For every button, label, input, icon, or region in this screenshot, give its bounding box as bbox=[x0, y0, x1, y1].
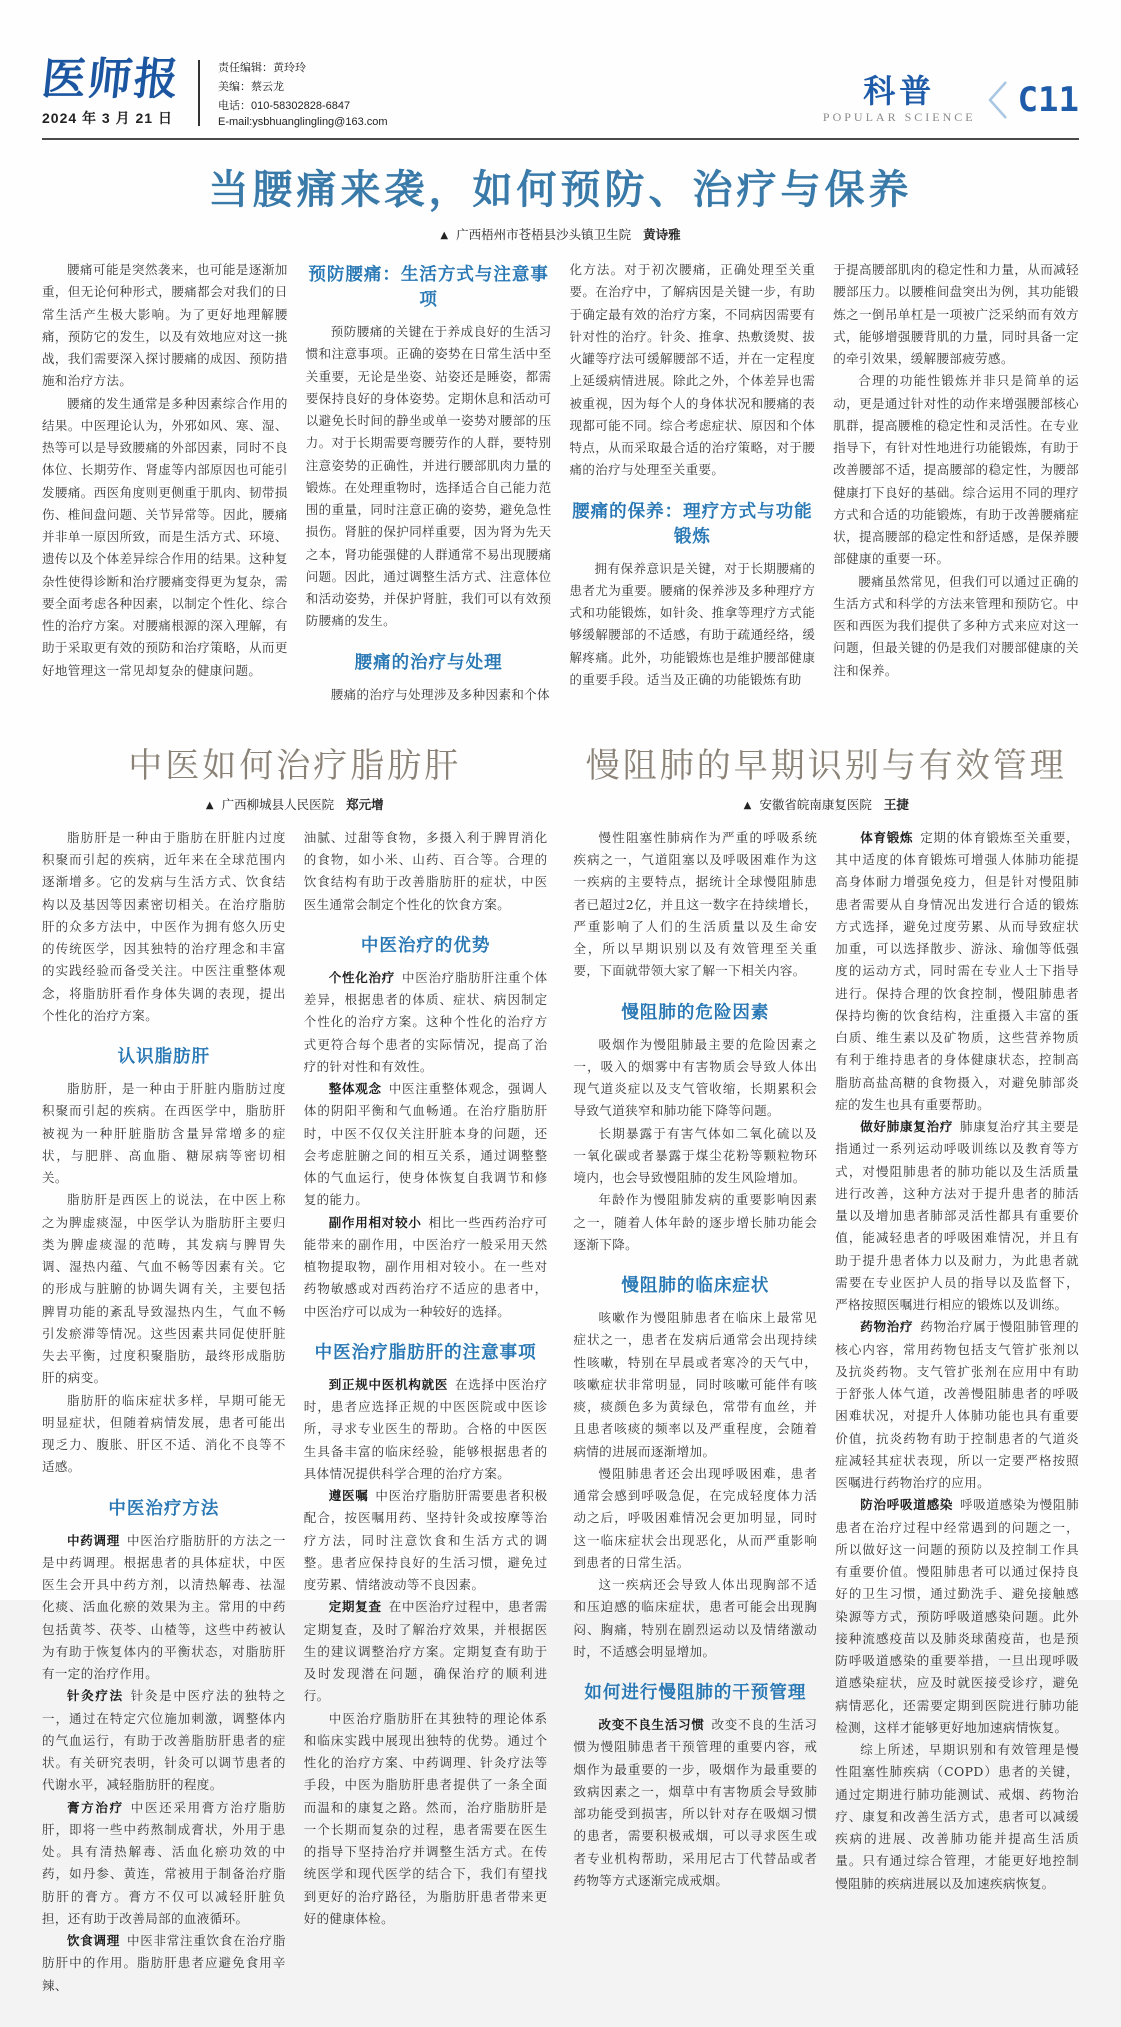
page-tag bbox=[823, 58, 1079, 128]
paragraph-lead: 做好肺康复治疗 bbox=[860, 1119, 954, 1134]
byline-author: 郑元增 bbox=[346, 796, 384, 812]
paragraph-lead: 遵医嘱 bbox=[328, 1488, 369, 1503]
body-paragraph: 拥有保养意识是关键，对于长期腰痛的患者尤为重要。腰痛的保养涉及多种理疗方式和功能锻炼，如针灸、推拿等理疗方式能够缓解腰部的不适感，有助于疏通经络，缓解疼痛。此外，功能锻炼也是维护腰部健康的重要手段。适当及正确的功能锻炼有助 bbox=[569, 560, 816, 687]
body-paragraph: 腰痛的发生通常是多种因素综合作用的结果。中医理论认为，外邪如风、寒、湿、热等可以是导致腰痛的外部因素，同时不良体位、长期劳作、肾虚等内部原因也可能引发腰痛。西医角度则更侧重于肌肉、韧带损伤、椎间盘问题、关节异常等。因此，腰痛并非单一原因所致，而是生活方式、环境、遗传以及个体差异综合作用的结果。这种复杂性使得诊断和治疗腰痛变得更为复杂，需要全面考虑各种因素，以制定个性化、综合性的治疗方案。对腰痛根源的深入理解，有助于采取更有效的预防和治疗策略，从而更好地管理这一常见却复杂的健康问题。 bbox=[42, 395, 288, 678]
paragraph-lead: 饮食调理 bbox=[67, 1933, 121, 1948]
paragraph-lead: 体育锻炼 bbox=[860, 829, 914, 845]
byline-org: 广西柳城县人民医院 bbox=[221, 796, 335, 812]
masthead bbox=[39, 54, 1079, 138]
masthead-divider bbox=[198, 60, 200, 126]
article-byline bbox=[42, 225, 1079, 243]
editor-line: 责任编辑：黄玲玲 bbox=[218, 61, 306, 74]
section-heading: 认识脂肪肝 bbox=[117, 1047, 211, 1067]
byline-org: 安徽省皖南康复医院 bbox=[759, 796, 872, 812]
body-paragraph: 吸烟作为慢阻肺最主要的危险因素之一，吸入的烟雾中有害物质会导致人体出现气道炎症以及支气管收缩，长期累积会导致气道狭窄和肺功能下降等问题。 bbox=[573, 1036, 818, 1119]
body-paragraph: 中医治疗脂肪肝在其独特的理论体系和临床实践中展现出独特的优势。通过个性化的治疗方案、中药调理、针灸疗法等手段，中医为脂肪肝患者提供了一条全面而温和的康复之路。然而，治疗脂肪肝是一个长期而复杂的过程，患者需要在医生的指导下坚持治疗并调整生活方式。在传统医学和现代医学的结合下，我们有望找到更好的治疗路径，为脂肪肝患者带来更好的健康体检。 bbox=[303, 1710, 548, 1926]
newspaper-logo: 医师报 bbox=[39, 54, 183, 105]
article-title: 慢阻肺的早期识别与有效管理 bbox=[585, 745, 1067, 786]
body-paragraph: 咳嗽作为慢阻肺患者在临床上最常见症状之一，患者在发病后通常会出现持续性咳嗽，特别在早晨或者寒冷的天气中，咳嗽症状非常明显，同时咳嗽可能伴有咳痰，痰颜色多为黄绿色，常带有血丝，并且患者咳痰的频率以及严重程度，会随着病情的进展而逐渐增加。 bbox=[573, 1310, 818, 1459]
body-paragraph: 脂肪肝的临床症状多样，早期可能无明显症状，但随着病情发展，患者可能出现乏力、腹胀、肝区不适、消化不良等不适感。 bbox=[42, 1392, 286, 1475]
paragraph-lead: 膏方治疗 bbox=[67, 1799, 124, 1815]
text-column bbox=[304, 827, 548, 1930]
paragraph-lead: 副作用相对较小 bbox=[328, 1214, 422, 1230]
paragraph-lead: 到正规中医机构就医 bbox=[328, 1376, 449, 1392]
body-paragraph: 综上所述，早期识别和有效管理是慢性阻塞性肺疾病（COPD）患者的关键，通过定期进行肺功能测试、戒烟、药物治疗、康复和改善生活方式，患者可以减缓疾病的进展、改善肺功能并提高生活质量。只有通过综合管理，才能更好地控制慢阻肺的疾病进展以及加速疾病恢复。 bbox=[835, 1742, 1079, 1891]
byline-triangle-icon: ▲ bbox=[205, 799, 214, 811]
article-columns bbox=[42, 827, 548, 1997]
editor-line: E-mail:ysbhuanglingling@163.com bbox=[218, 115, 388, 128]
body-paragraph: 防治呼吸道感染 呼吸道感染为慢阻肺患者在治疗过程中经常遇到的问题之一，所以做好这一问题的预防以及控制工作具有重要价值。慢阻肺患者可以通过保持良好的卫生习惯，通过勤洗手、避免接触感染源等方式，预防呼吸道感染问题。此外接种流感疫苗以及肺炎球菌疫苗，也是预防呼吸道感染的重要举措，一旦出现呼吸道感染症状，应及时就医接受诊疗，避免病情恶化，还需要定期到医院进行肺功能检测，这样才能够更好地加速病情恢复。 bbox=[835, 1497, 1079, 1735]
paragraph-lead: 改变不良生活习惯 bbox=[598, 1717, 705, 1732]
body-paragraph: 腰痛可能是突然袭来，也可能是逐渐加重，但无论何种形式，腰痛都会对我们的日常生活产生极大影响。为了更好地理解腰痛，预防它的发生，以及有效地应对这一挑战，我们需要深入探讨腰痛的成因、预防措施和治疗方法。 bbox=[42, 262, 288, 389]
page-number: C11 bbox=[1017, 80, 1079, 120]
body-paragraph: 腰痛虽然常见，但我们可以通过正确的生活方式和科学的方法来管理和预防它。中医和西医为我们提供了多种方式来应对这一问题，但最关键的仍是我们对腰部健康的关注和保养。 bbox=[833, 573, 1079, 678]
body-paragraph: 脂肪肝是一种由于脂肪在肝脏内过度积聚而引起的疾病，近年来在全球范围内逐渐增多。它的发病与生活方式、饮食结构以及基因等因素密切相关。在治疗脂肪肝的众多方法中，中医作为拥有悠久历史的传统医学，因其独特的治疗理念和丰富的实践经验而备受关注。中医注重整体观念，将脂肪肝看作身体失调的表现，提出个性化的治疗方案。 bbox=[42, 829, 286, 1023]
body-paragraph: 慢阻肺患者还会出现呼吸困难，患者通常会感到呼吸急促，在完成轻度体力活动之后，呼吸困难情况会更加明显，同时这一临床症状会出现恶化，从而严重影响到患者的日常生活。 bbox=[573, 1465, 818, 1570]
body-paragraph: 改变不良生活习惯 改变不良的生活习惯为慢阻肺患者干预管理的重要内容，戒烟作为最重要的一步，吸烟作为最重要的致病因素之一，烟草中有害物质会导致肺部功能受到损害，所以针对存在吸烟习惯的患者，需要积极戒烟，可以寻求医生或者专业机构帮助，采用尼古丁代替品或者药物等方式逐渐完成戒烟。 bbox=[573, 1717, 818, 1888]
chevron-icon bbox=[986, 80, 1008, 120]
text-column bbox=[306, 259, 552, 706]
body-paragraph: 长期暴露于有害气体如二氧化硫以及一氧化碳或者暴露于煤尘花粉等颗粒物环境内，也会导致慢阻肺的发生风险增加。 bbox=[573, 1125, 818, 1185]
body-paragraph: 饮食调理 中医非常注重饮食在治疗脂肪肝中的作用。脂肪肝患者应避免食用辛辣、 bbox=[42, 1933, 286, 1993]
paragraph-lead: 针灸疗法 bbox=[67, 1688, 124, 1704]
body-paragraph: 油腻、过甜等食物，多摄入利于脾胃消化的食物，如小米、山药、百合等。合理的饮食结构有助于改善脂肪肝的症状，中医医生通常会制定个性化的饮食方案。 bbox=[303, 829, 548, 912]
paragraph-lead: 药物治疗 bbox=[860, 1319, 914, 1335]
paragraph-lead: 个性化治疗 bbox=[328, 969, 396, 985]
text-column bbox=[570, 259, 816, 691]
body-paragraph: 膏方治疗 中医还采用膏方治疗脂肪肝，即将一些中药熬制成膏状，外用于患处。具有清热解毒、活血化瘀功效的中药，如丹参、黄连，常被用于制备治疗脂肪肝的膏方。膏方不仅可以减轻肝脏负担，还有助于改善局部的血液循环。 bbox=[42, 1799, 286, 1926]
masthead-rule bbox=[42, 138, 1079, 140]
body-paragraph: 化方法。对于初次腰痛，正确处理至关重要。在治疗中，了解病因是关键一步，有助于确定最有效的治疗方案，不同病因需要有针对性的治疗。针灸、推拿、热敷烫熨、拔火罐等疗法可缓解腰部不适，并在一定程度上延缓病情进展。除此之外，个体差异也需被重视，因为每个人的身体状况和腰痛的表现都可能不同。综合考虑症状、原因和个体特点，从而采取最合适的治疗策略，对于腰痛的治疗与处理至关重要。 bbox=[569, 262, 816, 478]
article-columns bbox=[574, 827, 1080, 1895]
editor-line: 美编：蔡云龙 bbox=[218, 80, 284, 93]
article-title: 中医如何治疗脂肪肝 bbox=[128, 745, 462, 786]
body-paragraph: 中药调理 中医治疗脂肪肝的方法之一是中药调理。根据患者的具体症状，中医医生会开具中药方剂，以清热解毒、祛湿化痰、活血化瘀的效果为主。常用的中药包括黄芩、茯苓、山楂等，这些中药被认为有助于恢复体内的平衡状态，对脂肪肝有一定的治疗作用。 bbox=[42, 1532, 286, 1681]
body-paragraph: 脂肪肝是西医上的说法，在中医上称之为脾虚痰湿，中医学认为脂肪肝主要归类为脾虚痰湿的范畴，其发病与脾胃失调、湿热内蕴、气血不畅等因素有关。它的形成与脏腑的协调失调有关，主要包括脾胃功能的紊乱导致湿热内生，气血不畅引发瘀滞等情况。这些因素共同促使肝脏失去平衡，过度积聚脂肪，最终形成脂肪肝的病变。 bbox=[42, 1192, 286, 1386]
body-paragraph: 年龄作为慢阻肺发病的重要影响因素之一，随着人体年龄的逐步增长肺功能会逐渐下降。 bbox=[573, 1192, 818, 1252]
paragraph-lead: 整体观念 bbox=[328, 1081, 382, 1096]
text-column bbox=[42, 259, 288, 682]
body-paragraph: 到正规中医机构就医 在选择中医治疗时，患者应选择正规的中医医院或中医诊所，寻求专业医生的帮助。合格的中医医生具备丰富的临床经验，能够根据患者的具体情况提供科学合理的治疗方案。 bbox=[303, 1376, 548, 1481]
article-columns bbox=[42, 259, 1079, 706]
body-paragraph: 做好肺康复治疗 肺康复治疗其主要是指通过一系列运动呼吸训练以及教育等方式，对慢阻肺患者的肺功能以及生活质量进行改善，这种方法对于提升患者的肺活量以及增加患者肺部灵活性都具有重要价值，能减轻患者的呼吸困难情况，并且有助于提升患者体力以及耐力，为此患者就需要在专业医护人员的指导以及监督下，严格按照医嘱进行相应的锻炼以及训练。 bbox=[835, 1119, 1079, 1312]
section-heading: 腰痛的保养：理疗方式与功能锻炼 bbox=[572, 501, 813, 547]
editor-info bbox=[218, 58, 388, 128]
section-heading: 腰痛的治疗与处理 bbox=[354, 652, 503, 673]
article-copd bbox=[574, 732, 1080, 1997]
body-paragraph: 体育锻炼 定期的体育锻炼至关重要，其中适度的体育锻炼可增强人体肺功能提高身体耐力增强免疫力，但是针对慢阻肺患者需要从自身情况出发进行合适的锻炼方式选择，避免过度劳累、从而导致症状加重，可以选择散步、游泳、瑜伽等低强度的运动方式，同时需在专业人士下指导进行。保持合理的饮食控制，慢阻肺患者保持均衡的饮食结构，注重摄入丰富的蛋白质、维生素以及矿物质，这些营养物质有利于维持患者的身体健康状态，控制高脂肪高盐高糖的食物摄入，对避免肺部炎症的发生也具有重要帮助。 bbox=[835, 829, 1079, 1112]
body-paragraph: 遵医嘱 中医治疗脂肪肝需要患者积极配合，按医嘱用药、坚持针灸或按摩等治疗方法，同时注意饮食和生活方式的调整。患者应保持良好的生活习惯，避免过度劳累、情绪波动等不良因素。 bbox=[303, 1488, 548, 1592]
article-title: 当腰痛来袭，如何预防、治疗与保养 bbox=[208, 167, 913, 213]
byline-triangle-icon: ▲ bbox=[440, 230, 449, 241]
body-paragraph: 于提高腰部肌肉的稳定性和力量，从而减轻腰部压力。以腰椎间盘突出为例，其功能锻炼之一倒吊单杠是一项被广泛采纳而有效方式，能够增强腰背肌的力量，同时具备一定的牵引效果，缓解腰部疲劳感。 bbox=[833, 262, 1079, 366]
editor-line: 电话：010-58302828-6847 bbox=[218, 99, 351, 112]
article-fatty-liver bbox=[42, 732, 548, 1997]
body-paragraph: 针灸疗法 针灸是中医疗法的独特之一，通过在特定穴位施加刺激，调整体内的气血运行，有助于改善脂肪肝患者的症状。有关研究表明，针灸可以调节患者的代谢水平，减轻脂肪肝的程度。 bbox=[42, 1688, 286, 1793]
text-column bbox=[835, 827, 1079, 1895]
text-column bbox=[833, 259, 1079, 682]
body-paragraph: 副作用相对较小 相比一些西药治疗可能带来的副作用，中医治疗一般采用天然植物提取物，副作用相对较小。在一些对药物敏感或对西药治疗不适应的患者中，中医治疗可以成为一种较好的选择。 bbox=[303, 1214, 548, 1319]
body-paragraph: 个性化治疗 中医治疗脂肪肝注重个体差异，根据患者的体质、症状、病因制定个性化的治疗方案。这种个性化的治疗方式更符合每个患者的实际情况，提高了治疗的针对性和有效性。 bbox=[303, 969, 548, 1074]
paragraph-lead: 定期复查 bbox=[328, 1599, 382, 1615]
body-paragraph: 合理的功能性锻炼并非只是简单的运动，更是通过针对性的动作来增强腰部核心肌群，提高腰椎的稳定性和灵活性。在专业指导下，有针对性地进行功能锻炼，有助于改善腰部不适，提高腰部的稳定性，为腰部健康打下良好的基础。综合运用不同的理疗方式和合适的功能锻炼，有助于改善腰痛症状，提高腰部的稳定性和舒适感，是保养腰部健康的重要一环。 bbox=[833, 373, 1079, 567]
section-name-cn: 科普 bbox=[863, 72, 936, 110]
body-paragraph: 预防腰痛的关键在于养成良好的生活习惯和注意事项。正确的姿势在日常生活中至关重要，无论是坐姿、站姿还是睡姿，都需要保持良好的身体姿势。定期休息和活动可以避免长时间的静坐或单一姿势对腰部的压力。对于长期需要弯腰劳作的人群，要特别注意姿势的正确性，并进行腰部肌肉力量的锻炼。在处理重物时，选择适合自己能力范围的重量，同时注意正确的姿势，避免急性损伤。肾脏的保护同样重要，因为肾为先天之本，肾功能强健的人群通常不易出现腰痛问题。因此，通过调整生活方式、注意体位和活动姿势，并保护肾脏，我们可以有效预防腰痛的发生。 bbox=[305, 324, 552, 629]
section-heading: 慢阻肺的临床症状 bbox=[621, 1276, 770, 1296]
body-paragraph: 脂肪肝，是一种由于肝脏内脂肪过度积聚而引起的疾病。在西医学中，脂肪肝被视为一种肝脏脂肪含量异常增多的症状，与肥胖、高血脂、糖尿病等密切相关。 bbox=[42, 1081, 286, 1185]
body-paragraph: 整体观念 中医注重整体观念，强调人体的阴阳平衡和气血畅通。在治疗脂肪肝时，中医不仅仅关注肝脏本身的问题，还会考虑脏腑之间的相互关系，通过调整整体的气血运行，使身体恢复自我调节和修复的能力。 bbox=[303, 1081, 548, 1208]
body-paragraph: 这一疾病还会导致人体出现胸部不适和压迫感的临床症状，患者可能会出现胸闷、胸痛，特别在剧烈运动以及情绪激动时，不适感会明显增加。 bbox=[573, 1577, 818, 1659]
body-paragraph: 药物治疗 药物治疗属于慢阻肺管理的核心内容，常用药物包括支气管扩张剂以及抗炎药物。支气管扩张剂在应用中有助于舒张人体气道，改善慢阻肺患者的呼吸困难状况，对提升人体肺功能也具有重要价值，抗炎药物有助于控制患者的气道炎症减轻其症状表现，所以一定要严格按照医嘱进行药物治疗的应用。 bbox=[835, 1319, 1079, 1490]
body-paragraph: 慢性阻塞性肺病作为严重的呼吸系统疾病之一，气道阻塞以及呼吸困难作为这一疾病的主要特点，据统计全球慢阻肺患者已超过2亿，并且这一数字在持续增长，严重影响了人们的生活质量以及生命安全，所以早期识别以及有效管理至关重要，下面就带领大家了解一下相关内容。 bbox=[573, 829, 818, 979]
paragraph-lead: 防治呼吸道感染 bbox=[860, 1497, 954, 1513]
text-column bbox=[574, 827, 818, 1892]
section-heading: 中医治疗脂肪肝的注意事项 bbox=[314, 1342, 537, 1363]
issue-date: 2024 年 3 月 21 日 bbox=[42, 110, 173, 126]
section-heading: 慢阻肺的危险因素 bbox=[621, 1002, 770, 1023]
byline-triangle-icon: ▲ bbox=[743, 799, 752, 811]
byline-author: 王捷 bbox=[883, 796, 909, 812]
body-paragraph: 腰痛的治疗与处理涉及多种因素和个体 bbox=[330, 686, 551, 702]
byline-org: 广西梧州市苍梧县沙头镇卫生院 bbox=[456, 227, 632, 242]
section-name-en: POPULAR SCIENCE bbox=[822, 110, 976, 124]
byline-author: 黄诗雅 bbox=[643, 227, 681, 242]
section-heading: 预防腰痛：生活方式与注意事项 bbox=[308, 265, 549, 310]
text-column bbox=[42, 827, 286, 1997]
article-byline bbox=[42, 795, 548, 813]
lead-article bbox=[42, 158, 1079, 706]
section-heading: 中医治疗的优势 bbox=[360, 935, 491, 956]
body-paragraph: 定期复查 在中医治疗过程中，患者需定期复查，及时了解治疗效果，并根据医生的建议调整治疗方案。定期复查有助于及时发现潜在问题，确保治疗的顺利进行。 bbox=[303, 1599, 548, 1704]
paragraph-lead: 中药调理 bbox=[67, 1532, 121, 1548]
section-heading: 中医治疗方法 bbox=[108, 1498, 220, 1519]
article-byline bbox=[574, 795, 1080, 813]
bottom-section bbox=[42, 732, 1079, 1997]
section-heading: 如何进行慢阻肺的干预管理 bbox=[584, 1683, 807, 1703]
